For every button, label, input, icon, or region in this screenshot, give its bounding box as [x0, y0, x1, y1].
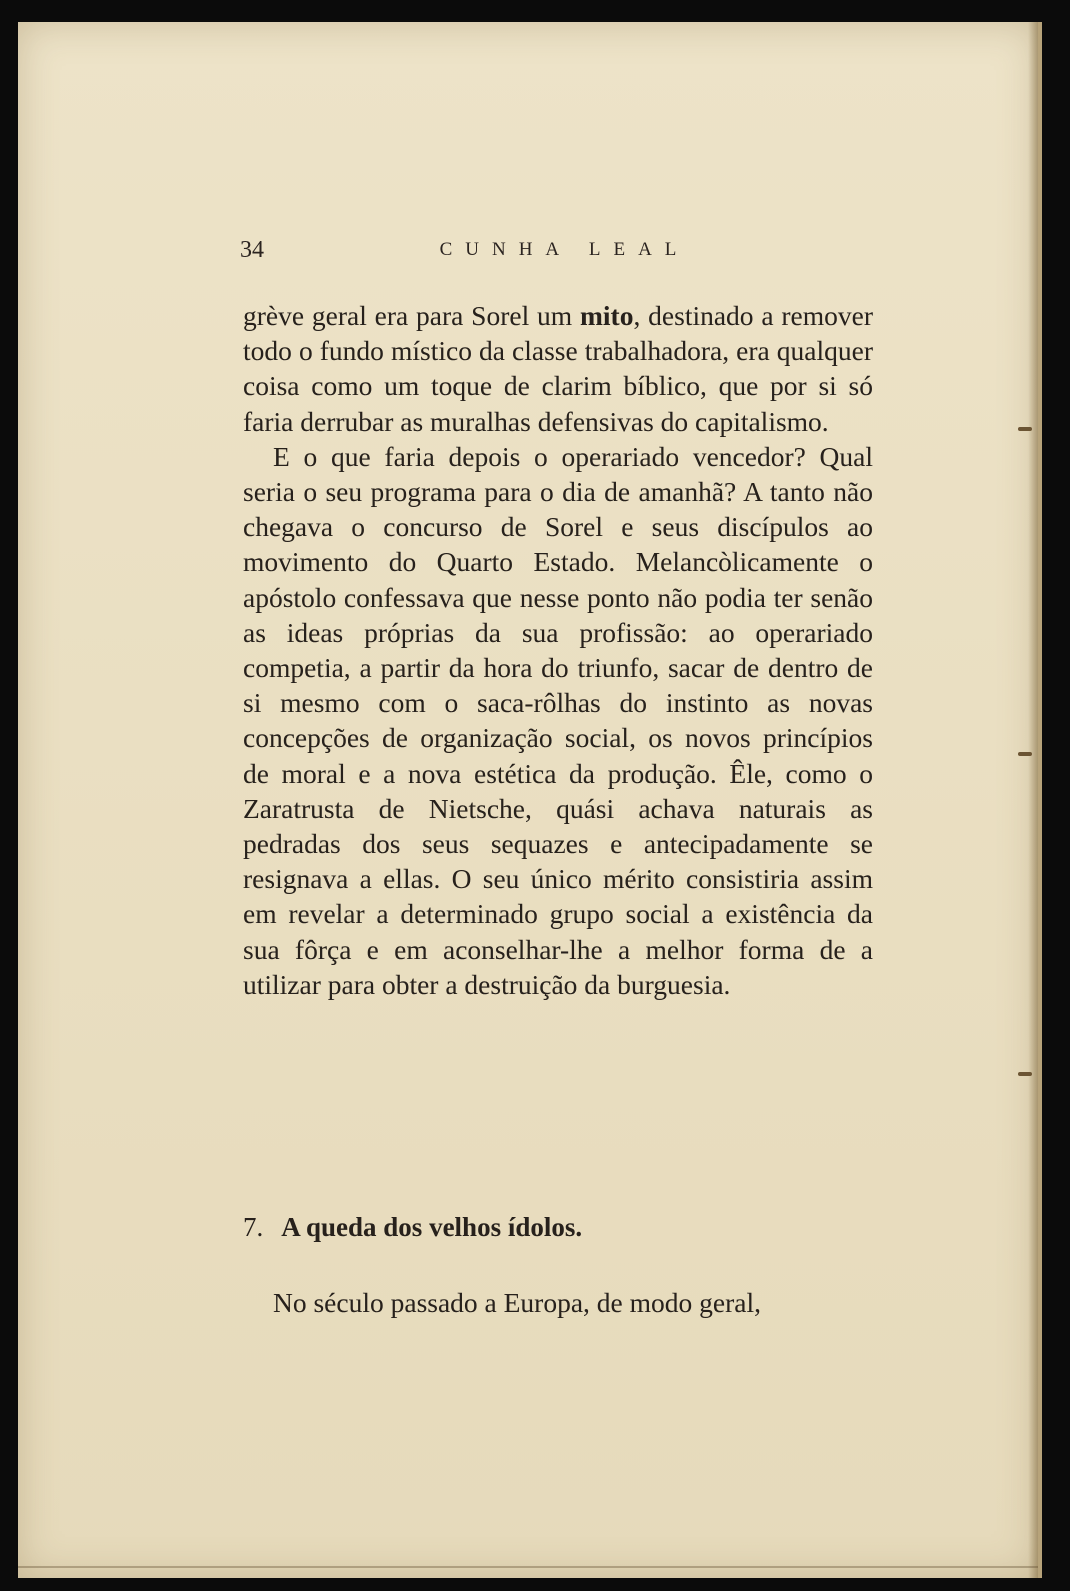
section-title: A queda dos velhos ídolos. [281, 1212, 583, 1242]
paragraph-2: E o que faria depois o operariado vencedor? Qual seria o seu programa para o dia de amanhã? A tanto não chegava o concurso de Sorel e seus discípulos ao movimento do Quarto Estado. Melancòlicamente o apóstolo confessava que nesse ponto não podia ter senão as ideas próprias da sua profissão: ao operariado competia, a partir da hora do triunfo, sacar de dentro de si mesmo com o saca-rôlhas do instinto as novas concepções de organização social, os novos princípios de moral e a nova estética da produção. Êle, como o Zaratrusta de Nietsche, quási achava naturais as pedradas dos seus sequazes e antecipadamente se resignava a ellas. O seu único mérito consistiria assim em revelar a determinado grupo social a existência da sua fôrça e em aconselhar-lhe a melhor forma de a utilizar para obter a destruição da burguesia. [243, 440, 873, 1000]
body-text-continued [243, 1285, 873, 1320]
paragraph-1-start: grève geral era para Sorel um [243, 300, 580, 331]
emphasis-mito: mito [580, 300, 634, 331]
binding-marks [1012, 22, 1032, 1578]
paragraph-3: No século passado a Europa, de modo geral, [273, 1287, 761, 1318]
section-number: 7. [243, 1212, 264, 1242]
paragraph-1 [243, 298, 873, 439]
body-text [243, 298, 873, 1002]
page-number: 34 [240, 237, 264, 263]
page-bottom-edge [18, 1566, 1038, 1568]
running-title: CUNHA LEAL [439, 239, 690, 260]
running-header [228, 237, 888, 267]
section-heading [243, 1212, 873, 1243]
paragraph-1-rest: , destinado a remover todo o fundo místico da classe trabalhadora, era qualquer coisa como um toque de clarim bíblico, que por si só faria derrubar as muralhas defensivas do capitalismo. [243, 300, 874, 437]
